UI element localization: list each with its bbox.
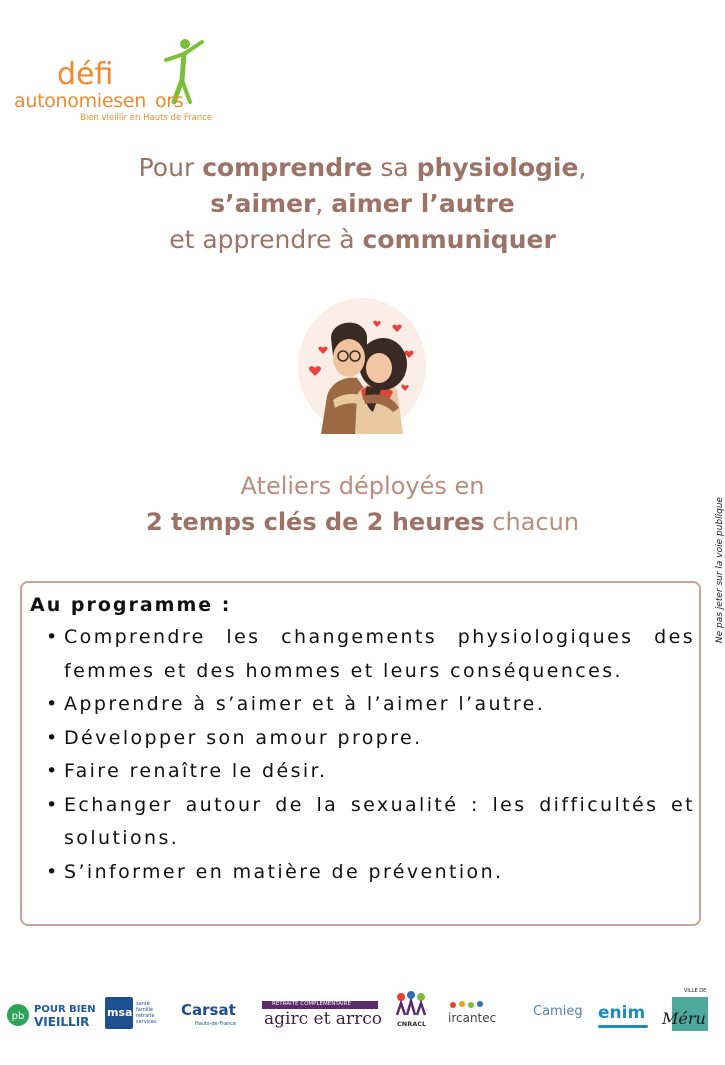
logo-tagline: Bien vieillir en Hauts de France xyxy=(80,113,213,123)
pbv-circle-icon xyxy=(6,1003,30,1027)
cnracl-logo xyxy=(386,991,436,1039)
headline-text: , xyxy=(578,153,587,182)
headline-line-1 xyxy=(0,150,725,186)
cnracl-text: CNRACL xyxy=(397,1020,427,1028)
logo-autonomie-seniors-text xyxy=(14,92,183,111)
enim-wave xyxy=(598,1025,648,1028)
ateliers-line-2 xyxy=(0,504,725,540)
ateliers-info xyxy=(0,468,725,540)
agirc-top-text: RETRAITE COMPLÉMENTAIRE xyxy=(272,1001,351,1007)
headline-bold: aimer l’autre xyxy=(331,189,515,218)
meru-text: Méru xyxy=(662,1009,706,1028)
vertical-note xyxy=(709,497,723,647)
camieg-text: Camieg xyxy=(533,1004,583,1019)
headline-line-2 xyxy=(0,186,725,222)
agirc-arrco-logo xyxy=(262,1001,380,1031)
headline xyxy=(0,150,725,258)
headline-bold: s’aimer xyxy=(210,189,316,218)
list-item: • Développer son amour propre. xyxy=(30,722,695,756)
meru-top-text: VILLE DE xyxy=(684,988,707,994)
ircantec-dots-icon xyxy=(448,999,488,1011)
headline-text: et apprendre à xyxy=(169,225,363,254)
vertical-note-text: Ne pas jeter sur la voie publique xyxy=(715,496,725,644)
list-item: • Echanger autour de la sexualité : les difficultés et solutions. xyxy=(30,789,695,856)
list-item: • Faire renaître le désir. xyxy=(30,755,695,789)
logo-seniors-b: ors xyxy=(154,90,184,112)
headline-text: sa xyxy=(372,153,417,182)
ircantec-text: ircantec xyxy=(448,1011,497,1025)
pbv-text-2: VIEILLIR xyxy=(34,1015,90,1029)
headline-line-3 xyxy=(0,222,725,258)
agirc-text: agirc et arrco xyxy=(264,1009,382,1029)
logo-seniors-a: sen xyxy=(113,90,146,112)
defi-autonomie-seniors-logo xyxy=(12,36,227,128)
msa-logo xyxy=(105,997,167,1037)
programme-list xyxy=(30,621,695,889)
ircantec-logo xyxy=(448,999,528,1031)
headline-bold: comprendre xyxy=(202,153,373,182)
programme-box xyxy=(20,581,701,926)
msa-text: msa xyxy=(107,1006,133,1019)
carsat-logo xyxy=(181,1003,251,1031)
enim-logo xyxy=(598,1005,656,1033)
meru-logo xyxy=(662,989,722,1041)
list-item: • Apprendre à s’aimer et à l’aimer l’autre. xyxy=(30,688,695,722)
headline-bold: physiologie xyxy=(416,153,579,182)
logo-autonomie: autonomie xyxy=(14,90,114,112)
msa-side-text: santé famille retraite services xyxy=(136,1001,157,1025)
ateliers-rest: chacun xyxy=(484,508,580,536)
logo-defi-text: défi xyxy=(57,57,114,92)
pbv-text-1: POUR BIEN xyxy=(34,1004,96,1015)
list-item: • Comprendre les changements physiologiques des femmes et des hommes et leurs conséquences. xyxy=(30,621,695,688)
carsat-sub-text: Hauts-de-France xyxy=(195,1021,237,1027)
camieg-logo xyxy=(533,1003,593,1027)
partner-logos xyxy=(0,985,725,1045)
cnracl-figures-icon xyxy=(391,991,431,1017)
headline-text: , xyxy=(315,189,332,218)
hugging-couple-icon xyxy=(297,296,427,436)
programme-title: Au programme : xyxy=(30,594,232,616)
headline-text: Pour xyxy=(138,153,203,182)
carsat-text: Carsat xyxy=(181,1001,236,1019)
ateliers-line-1: Ateliers déployés en xyxy=(240,472,485,500)
enim-text: enim xyxy=(598,1003,646,1023)
svg-text:pb: pb xyxy=(11,1011,25,1022)
list-item: • S’informer en matière de prévention. xyxy=(30,856,695,890)
headline-bold: communiquer xyxy=(362,225,556,254)
ateliers-bold: 2 temps clés de 2 heures xyxy=(145,508,485,536)
pour-bien-vieillir-logo xyxy=(6,1003,98,1029)
